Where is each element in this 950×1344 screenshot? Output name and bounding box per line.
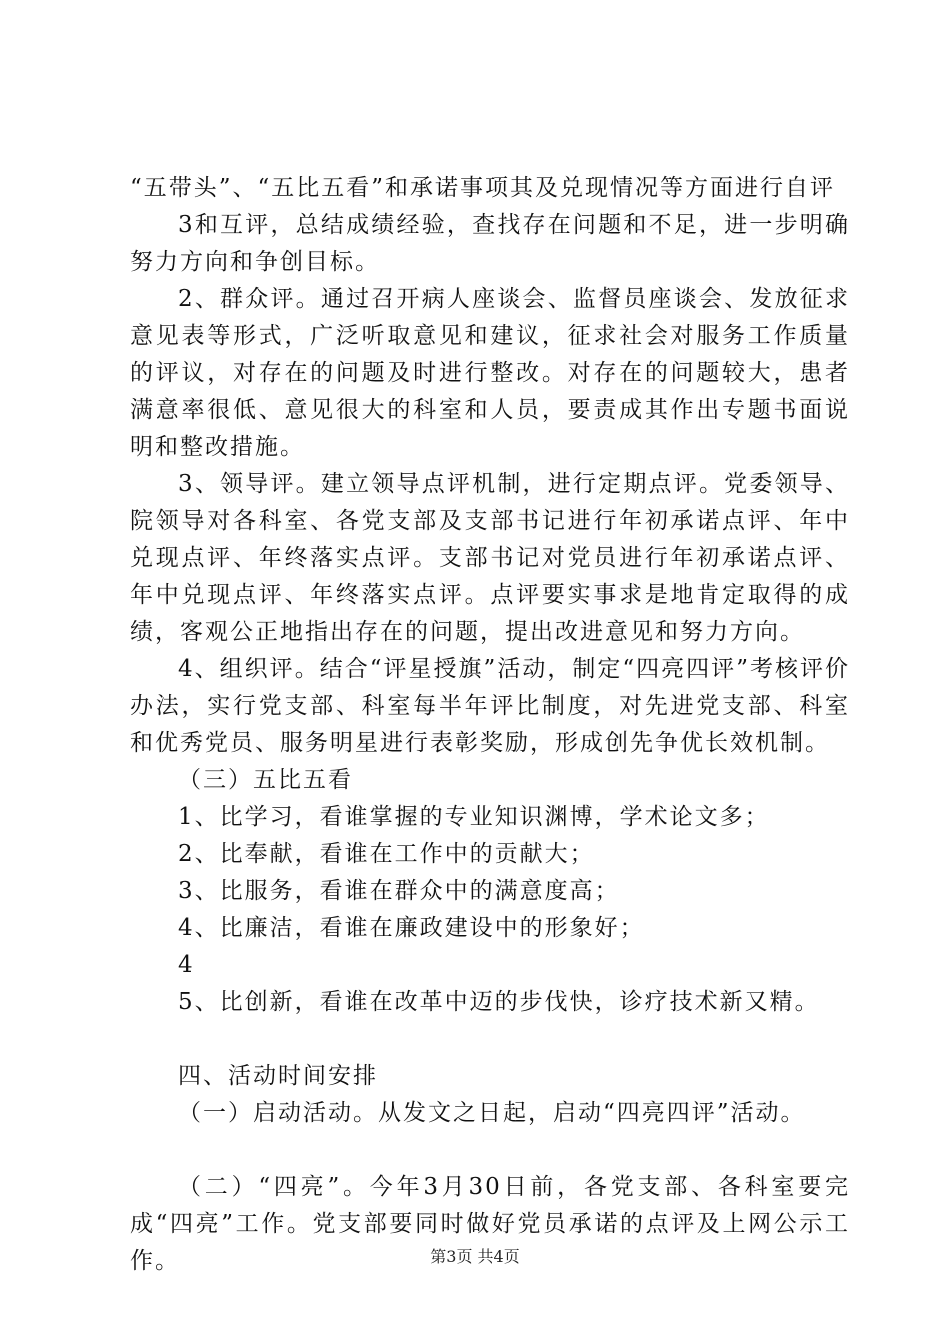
list-item-integrity: 4、比廉洁，看谁在廉政建设中的形象好；: [178, 915, 645, 941]
paragraph-organization-review: 4、组织评。结合“评星授旗”活动，制定“四亮四评”考核评价办法，实行党支部、科室每半年评比制度，对先进党支部、科室和优秀党员、服务明星进行表彰奖励，形成创先争优长效机制。: [130, 656, 850, 756]
paragraph-self-review: “五带头”、“五比五看”和承诺事项其及兑现情况等方面进行自评: [130, 175, 836, 201]
list-item-innovation: 5、比创新，看谁在改革中迈的步伐快，诊疗技术新又精。: [178, 989, 820, 1015]
list-item-learning: 1、比学习，看谁掌握的专业知识渊博，学术论文多；: [178, 804, 770, 830]
paragraph-four-highlights: （二）“四亮”。今年3月30日前，各党支部、各科室要完成“四亮”工作。党支部要同时做好党员承诺的点评及上网公示工作。: [130, 1174, 850, 1274]
paragraph-leader-review: 3、领导评。建立领导点评机制，进行定期点评。党委领导、院领导对各科室、各党支部及支部书记进行年初承诺点评、年中兑现点评、年终落实点评。支部书记对党员进行年初承诺点评、年中兑现点评、年终落实点评。点评要实事求是地肯定取得的成绩，客观公正地指出存在的问题，提出改进意见和努力方向。: [130, 471, 850, 645]
stray-number: 4: [178, 952, 195, 978]
section-heading-schedule: 四、活动时间安排: [178, 1063, 378, 1089]
page-number-footer: 第3页 共4页: [430, 1247, 520, 1266]
section-heading-five-comparisons: （三）五比五看: [178, 767, 353, 793]
paragraph-public-review: 2、群众评。通过召开病人座谈会、监督员座谈会、发放征求意见表等形式，广泛听取意见和建议，征求社会对服务工作质量的评议，对存在的问题及时进行整改。对存在的问题较大，患者满意率很低、意见很大的科室和人员，要责成其作出专题书面说明和整改措施。: [130, 286, 850, 460]
paragraph-mutual-review: 3和互评，总结成绩经验，查找存在问题和不足，进一步明确努力方向和争创目标。: [130, 212, 850, 275]
document-body: [130, 170, 850, 1280]
list-item-service: 3、比服务，看谁在群众中的满意度高；: [178, 878, 620, 904]
paragraph-launch: （一）启动活动。从发文之日起，启动“四亮四评”活动。: [178, 1100, 806, 1126]
list-item-dedication: 2、比奉献，看谁在工作中的贡献大；: [178, 841, 595, 867]
